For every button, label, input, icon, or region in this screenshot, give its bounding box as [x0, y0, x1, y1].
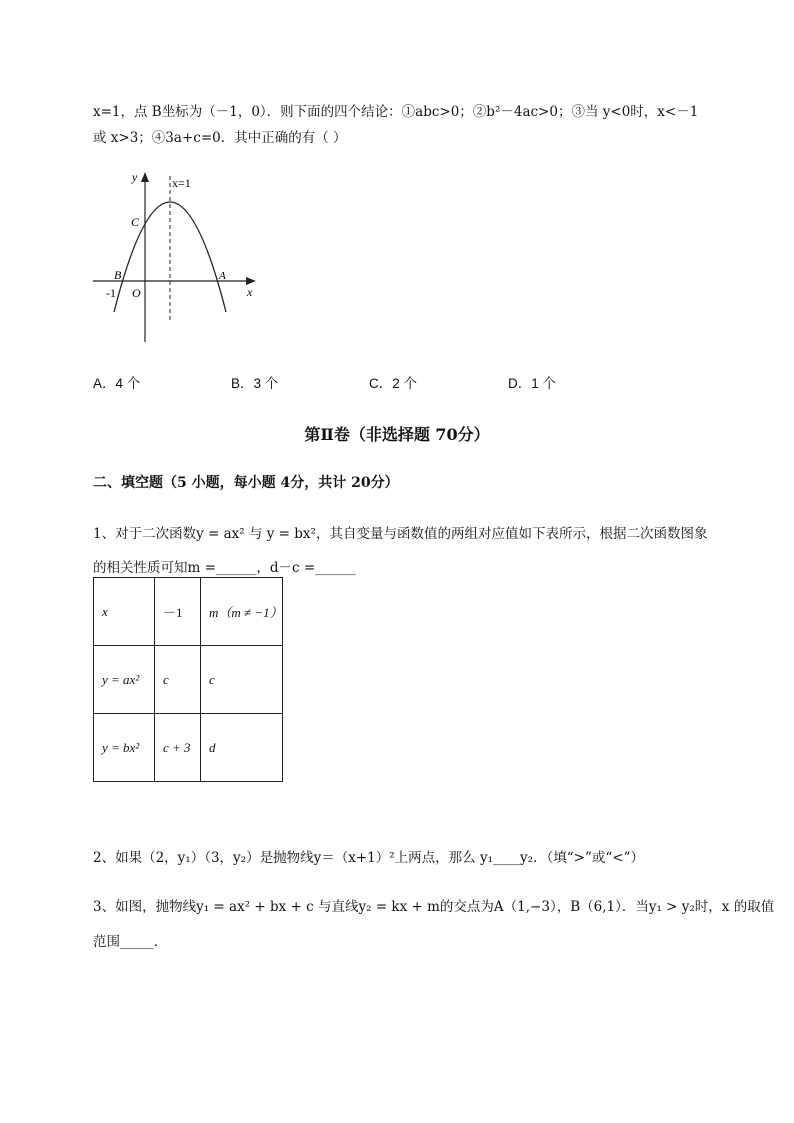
choice-a: A．4 个 [93, 376, 141, 391]
part-title: 二、填空题（5 小题，每小题 4分，共计 20分） [93, 475, 399, 491]
y-axis-arrow-icon [141, 172, 149, 182]
y-axis-label: y [132, 170, 138, 184]
axis-line-label: x=1 [172, 176, 191, 190]
neg-one-label: -1 [106, 286, 116, 300]
choice-d: D．1 个 [508, 376, 557, 391]
table-cell: x [94, 578, 155, 646]
point-c-label: C [131, 215, 140, 229]
problem-text-line-1: x=1，点 B坐标为（－1，0）．则下面的四个结论：①abc>0；②b²－4ac>0；③当 y<0时，x<－1 [93, 104, 699, 120]
section-title: 第Ⅱ卷（非选择题 70分） [304, 425, 490, 444]
choice-b: B．3 个 [231, 376, 279, 391]
q3-text-line-1: 3、如图，抛物线y₁ = ax² + bx + c 与直线y₂ = kx + m的交点为A（1,−3），B（6,1）．当y₁ > y₂时，x 的取值 [93, 899, 775, 915]
x-axis-arrow-icon [246, 277, 256, 285]
q1-text-line-2: 的相关性质可知m =______，d－c =______ [93, 560, 356, 576]
table-cell: d [201, 714, 283, 782]
table-cell: －1 [155, 578, 201, 646]
table-cell: y = bx² [94, 714, 155, 782]
table-row [94, 714, 283, 782]
table-cell: c [201, 646, 283, 714]
parabola-graph [88, 166, 268, 348]
table-cell: c + 3 [155, 714, 201, 782]
table-cell: y = ax² [94, 646, 155, 714]
table-cell: c [155, 646, 201, 714]
q3-text-line-2: 范围_____． [93, 934, 168, 950]
problem-text-line-2: 或 x>3；④3a+c=0．其中正确的有（ ） [93, 130, 347, 146]
value-table [93, 577, 283, 782]
x-axis-label: x [247, 285, 253, 299]
point-b-label: B [114, 268, 122, 282]
q2-text: 2、如果（2，y₁）（3，y₂）是抛物线y＝（x+1）²上两点，那么 y₁____y₂．（填“>”或“<”） [93, 850, 644, 866]
q1-text-line-1: 1、对于二次函数y = ax² 与 y = bx²，其自变量与函数值的两组对应值如下表所示，根据二次函数图象 [93, 526, 708, 542]
table-row [94, 578, 283, 646]
origin-label: O [132, 286, 141, 300]
point-a-label: A [219, 270, 226, 282]
choice-c: C．2 个 [369, 376, 418, 391]
table-row [94, 646, 283, 714]
table-cell: m（m ≠ −1） [201, 578, 283, 646]
